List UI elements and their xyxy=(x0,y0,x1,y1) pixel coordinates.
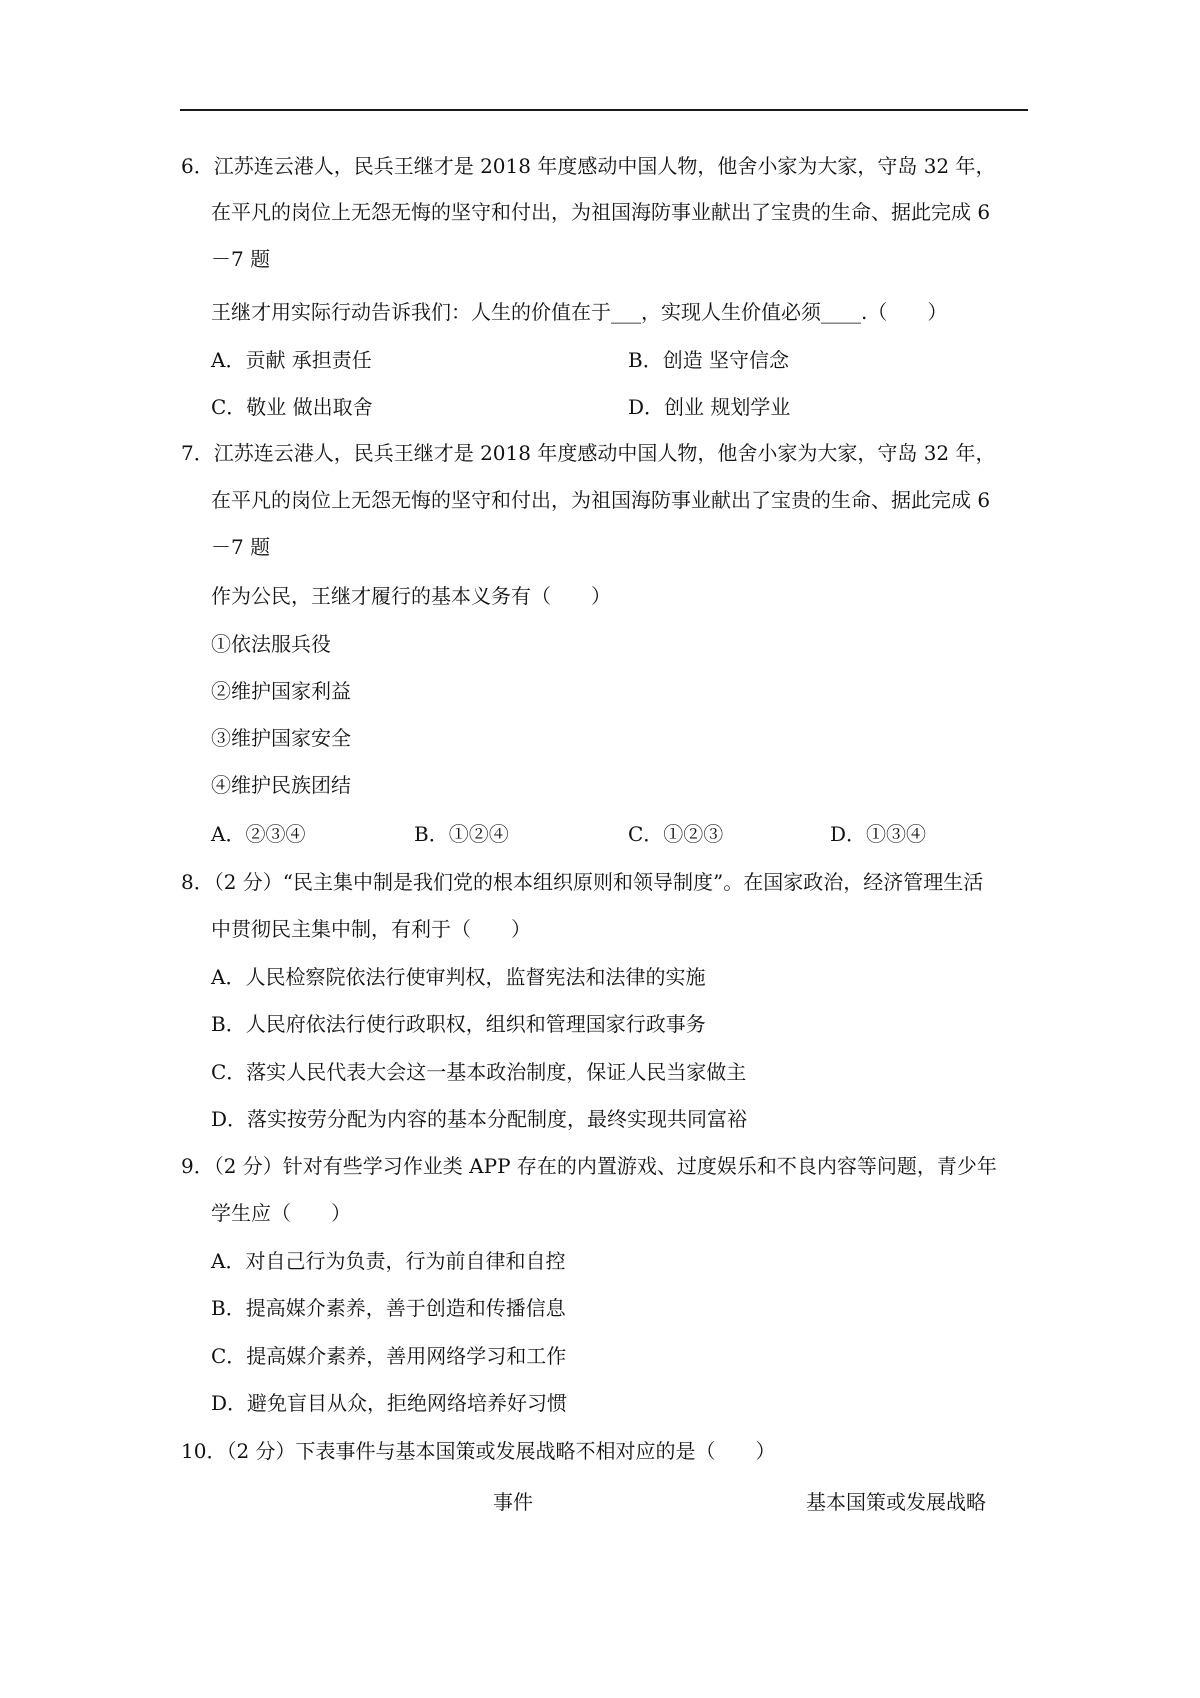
q8-line2: 中贯彻民主集中制，有利于（ ） xyxy=(211,917,531,941)
q10-table-header-event: 事件 xyxy=(493,1490,533,1514)
q7-line1: 7．江苏连云港人，民兵王继才是 2018 年度感动中国人物，他舍小家为大家，守岛 32 年， xyxy=(181,441,996,465)
header-rule xyxy=(180,109,1028,111)
q7-item-4: ④维护民族团结 xyxy=(211,773,351,797)
q7-option-d: D．①③④ xyxy=(830,822,927,846)
q7-option-a: A．②③④ xyxy=(211,822,306,846)
q6-line1: 6．江苏连云港人，民兵王继才是 2018 年度感动中国人物，他舍小家为大家，守岛 32 年， xyxy=(181,154,996,178)
q7-item-3: ③维护国家安全 xyxy=(211,726,351,750)
q9-option-d: D．避免盲目从众，拒绝网络培养好习惯 xyxy=(211,1391,568,1415)
q6-option-c: C．敬业 做出取舍 xyxy=(211,395,373,419)
q9-option-b: B．提高媒介素养，善于创造和传播信息 xyxy=(211,1296,566,1320)
q8-option-c: C．落实人民代表大会这一基本政治制度，保证人民当家做主 xyxy=(211,1060,747,1084)
q6-line2: 在平凡的岗位上无怨无悔的坚守和付出，为祖国海防事业献出了宝贵的生命、据此完成 6 xyxy=(211,200,991,224)
q7-line2: 在平凡的岗位上无怨无悔的坚守和付出，为祖国海防事业献出了宝贵的生命、据此完成 6 xyxy=(211,488,991,512)
q8-line1: 8．（2 分）“民主集中制是我们党的根本组织原则和领导制度”。在国家政治，经济管理生活 xyxy=(181,870,984,894)
q9-option-c: C．提高媒介素养，善用网络学习和工作 xyxy=(211,1344,567,1368)
q10-line1: 10．（2 分）下表事件与基本国策或发展战略不相对应的是（ ） xyxy=(181,1439,776,1463)
q9-line2: 学生应（ ） xyxy=(211,1201,351,1225)
q6-option-b: B．创造 坚守信念 xyxy=(628,348,790,372)
q6-stem: 王继才用实际行动告诉我们：人生的价值在于___，实现人生价值必须____.（ ） xyxy=(211,300,948,324)
q10-table-header-policy: 基本国策或发展战略 xyxy=(806,1490,986,1514)
q9-line1: 9．（2 分）针对有些学习作业类 APP 存在的内置游戏、过度娱乐和不良内容等问题，青少年 xyxy=(181,1154,997,1178)
q6-option-d: D．创业 规划学业 xyxy=(628,395,791,419)
q9-option-a: A．对自己行为负责，行为前自律和自控 xyxy=(211,1249,566,1273)
q7-option-c: C．①②③ xyxy=(628,822,724,846)
q7-line3: －7 题 xyxy=(211,535,271,559)
q8-option-a: A．人民检察院依法行使审判权，监督宪法和法律的实施 xyxy=(211,965,706,989)
q6-option-a: A．贡献 承担责任 xyxy=(211,348,372,372)
q7-item-2: ②维护国家利益 xyxy=(211,679,351,703)
q8-option-b: B．人民府依法行使行政职权，组织和管理国家行政事务 xyxy=(211,1012,706,1036)
q6-line3: －7 题 xyxy=(211,247,271,271)
q7-option-b: B．①②④ xyxy=(414,822,509,846)
q7-item-1: ①依法服兵役 xyxy=(211,632,331,656)
q8-option-d: D．落实按劳分配为内容的基本分配制度，最终实现共同富裕 xyxy=(211,1107,748,1131)
q7-stem: 作为公民，王继才履行的基本义务有（ ） xyxy=(211,584,611,608)
